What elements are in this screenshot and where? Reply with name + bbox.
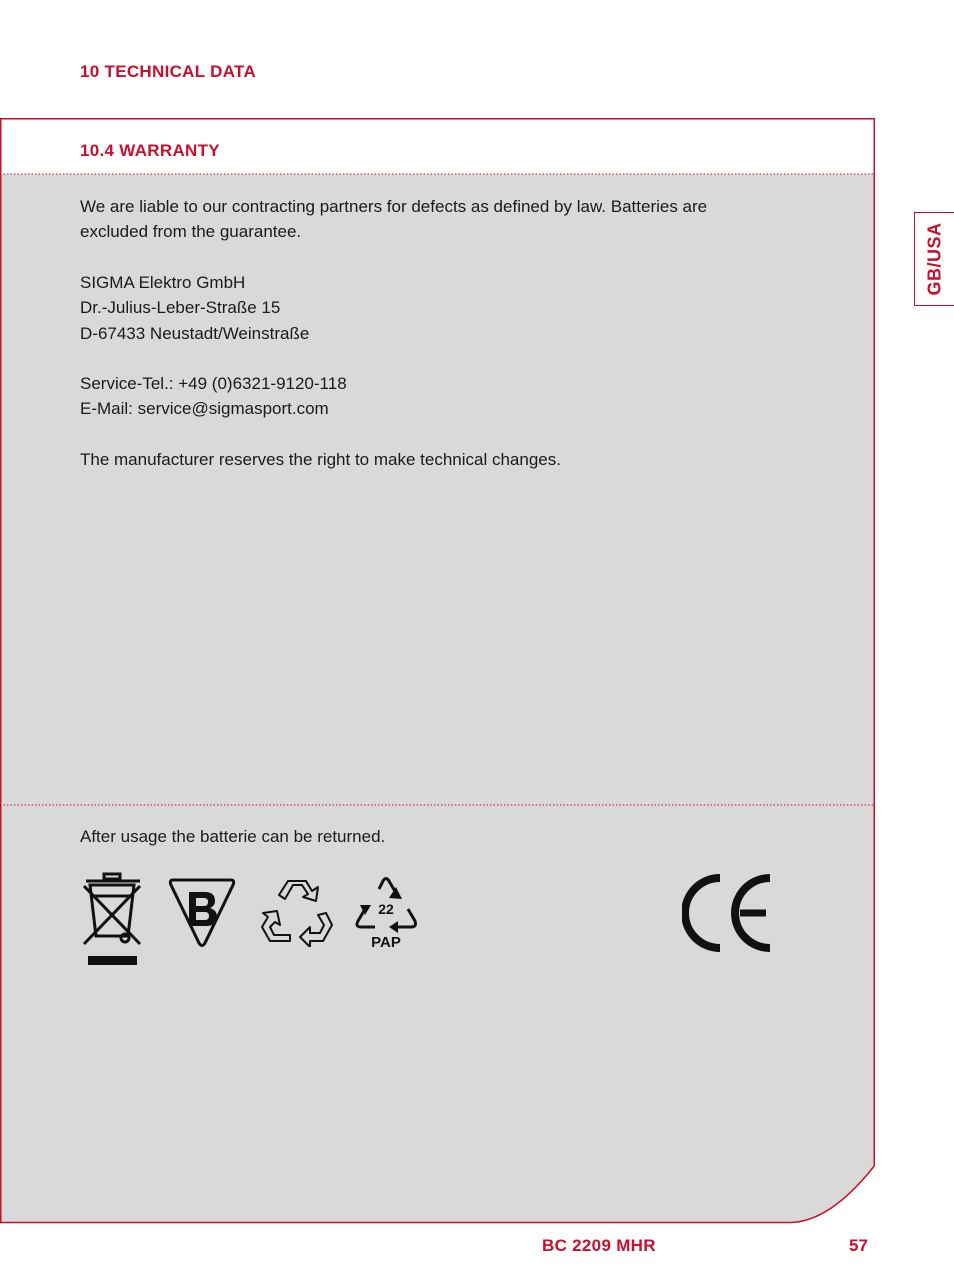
ce-mark-icon [682, 874, 776, 952]
page-number: 57 [849, 1236, 868, 1255]
service-phone: Service-Tel.: +49 (0)6321-9120-118 [80, 374, 347, 393]
chapter-heading: 10 TECHNICAL DATA [80, 62, 257, 81]
paper-code: 22 [378, 901, 394, 917]
text-line: excluded from the guarantee. [80, 222, 302, 242]
footer-model: BC 2209 MHR [542, 1236, 656, 1255]
section-title: 10.4 WARRANTY [80, 141, 220, 160]
language-tab [914, 212, 954, 306]
language-tab-label: GB/USA [924, 222, 944, 296]
company-address [80, 270, 820, 346]
service-email: E-Mail: service@sigmasport.com [80, 399, 329, 419]
liability-paragraph [80, 194, 820, 245]
battery-b-triangle-icon [167, 877, 237, 949]
crossed-out-wheelie-bin-icon [82, 872, 144, 968]
text-line: We are liable to our contracting partners for defects as defined by law. Batteries are [80, 197, 708, 216]
paper-label: PAP [371, 934, 401, 951]
pap-22-recycling-icon [353, 873, 419, 953]
contact-info [80, 371, 820, 422]
street: Dr.-Julius-Leber-Straße 15 [80, 298, 281, 318]
changes-note: The manufacturer reserves the right to make technical changes. [80, 450, 561, 469]
recycling-arrows-icon [260, 877, 334, 947]
city: D-67433 Neustadt/Weinstraße [80, 323, 310, 343]
company-name: SIGMA Elektro GmbH [80, 273, 246, 292]
battery-note: After usage the batterie can be returned. [80, 827, 386, 846]
